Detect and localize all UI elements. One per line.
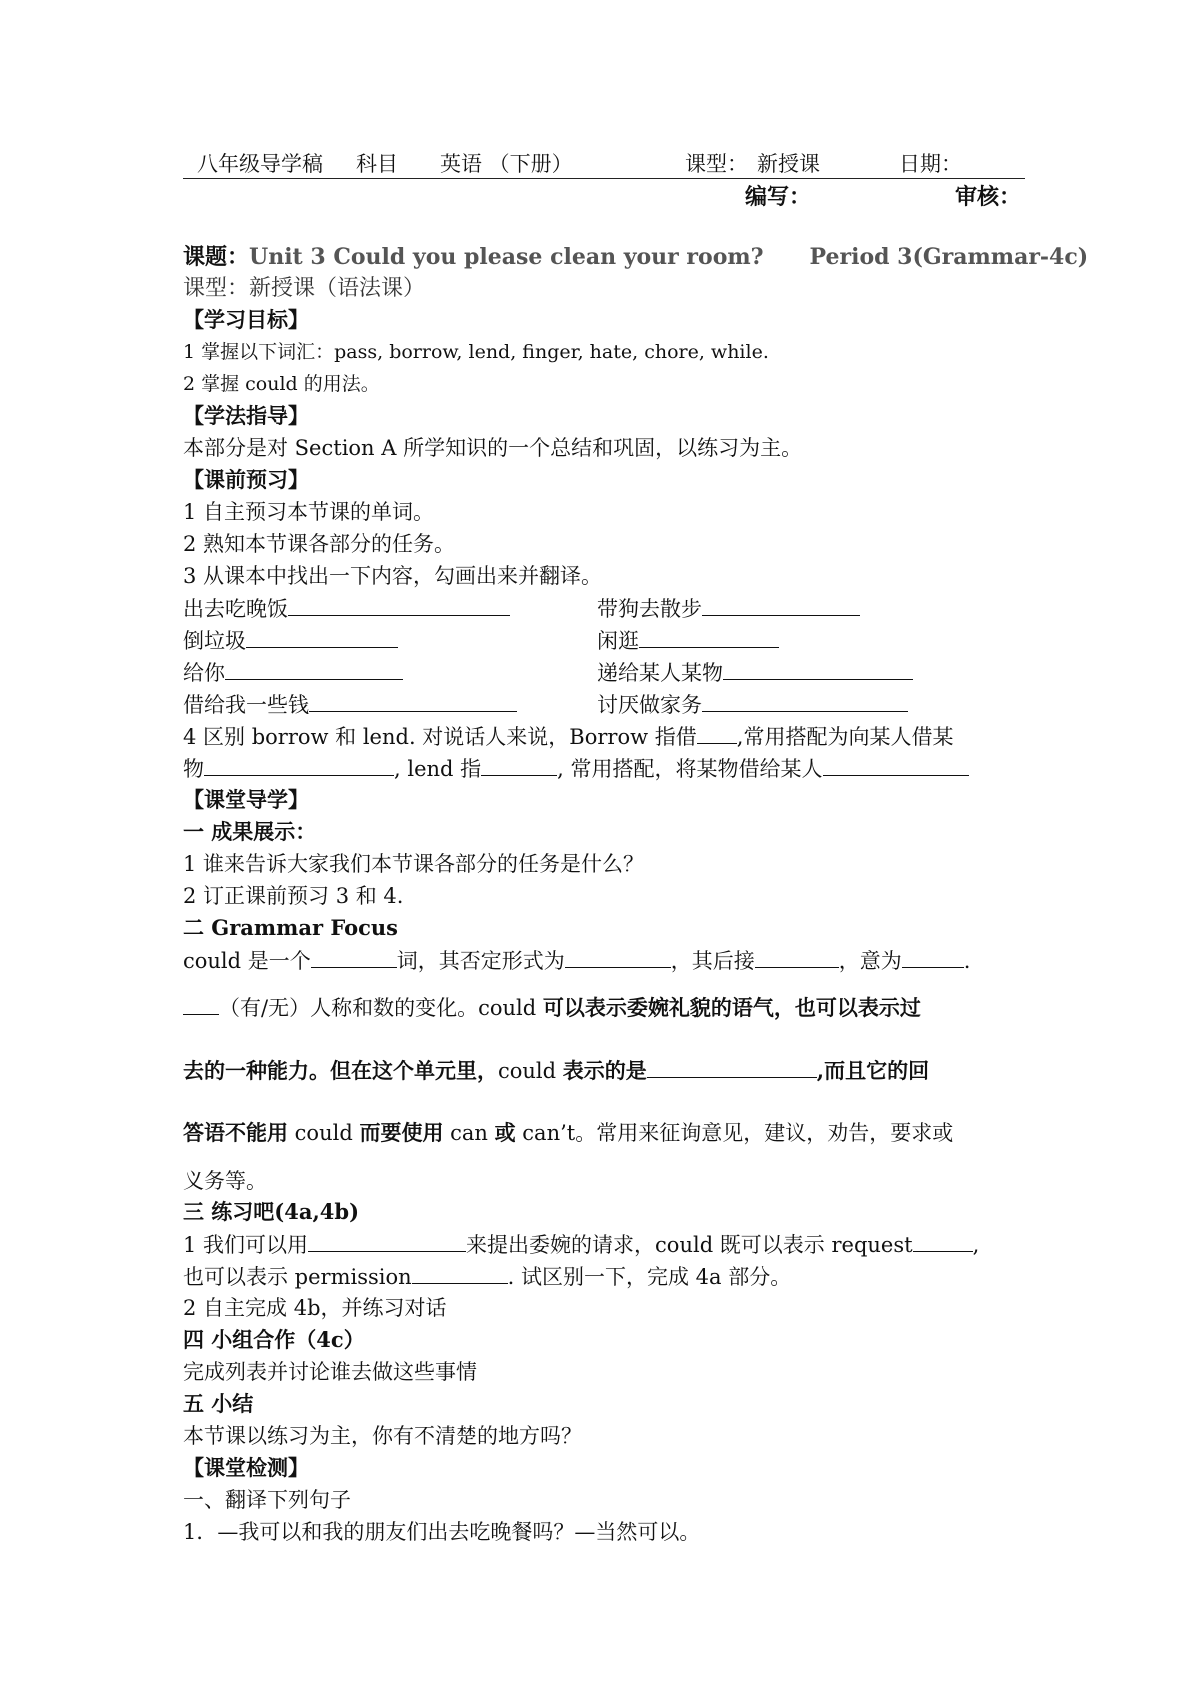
preview-item-4-line2 — [183, 753, 1025, 784]
answer-blank[interactable] — [311, 945, 397, 968]
sec3-text: , — [972, 1233, 980, 1257]
goal-item-1: 1 掌握以下词汇：pass, borrow, lend, finger, hate, chore, while. — [183, 341, 769, 363]
answer-blank[interactable] — [246, 625, 398, 648]
section-4-text: 完成列表并讨论谁去做这些事情 — [183, 1360, 477, 1384]
gf-text: 表示的是 — [562, 1058, 647, 1083]
grade-doc-label: 八年级导学稿 — [197, 152, 323, 176]
phrase-row — [597, 689, 908, 720]
answer-blank[interactable] — [308, 1229, 466, 1252]
subject-label: 科目 — [356, 152, 398, 176]
phrase-label: 出去吃晚饭 — [183, 597, 288, 621]
phrase-label: 带狗去散步 — [597, 597, 702, 621]
answer-blank[interactable] — [913, 1229, 973, 1252]
phrase-label: 给你 — [183, 661, 225, 685]
topic-period: Period 3(Grammar-4c) — [809, 244, 1089, 270]
reviewer-label: 审核： — [955, 184, 1022, 210]
goals-heading: 【学习目标】 — [183, 307, 309, 332]
item4-text: ,常用搭配为向某人借某 — [736, 725, 954, 749]
answer-blank[interactable] — [702, 689, 908, 712]
topic-unit: Unit 3 Could you please clean your room? — [249, 244, 764, 270]
grammar-focus-line2 — [183, 992, 1025, 1023]
test-item-1: 1．—我可以和我的朋友们出去吃晚餐吗？—当然可以。 — [183, 1520, 701, 1544]
answer-blank[interactable] — [823, 753, 969, 776]
answer-blank[interactable] — [647, 1055, 817, 1078]
answer-blank[interactable] — [412, 1261, 508, 1284]
section-3-item-1-line1 — [183, 1229, 1025, 1260]
answer-blank[interactable] — [902, 945, 964, 968]
item4-text: , 常用搭配，将某物借给某人 — [557, 757, 823, 781]
gf-text: 可以表示委婉礼貌的语气，也可以表示过 — [542, 995, 921, 1020]
sec3-text: 1 我们可以用 — [183, 1233, 309, 1257]
gf-text: ，意为 — [838, 949, 902, 973]
section-5-text: 本节课以练习为主，你有不清楚的地方吗？ — [183, 1424, 582, 1448]
method-heading: 【学法指导】 — [183, 403, 309, 428]
phrase-row — [597, 593, 860, 624]
section-5-title: 五 小结 — [183, 1391, 254, 1416]
phrase-row — [183, 593, 510, 624]
method-text: 本部分是对 Section A 所学知识的一个总结和巩固，以练习为主。 — [183, 436, 803, 460]
section-1-title: 一 成果展示： — [183, 819, 317, 844]
test-subheading: 一、翻译下列句子 — [183, 1488, 351, 1512]
answer-blank[interactable] — [702, 593, 860, 616]
gf-text: could 是一个 — [183, 949, 311, 973]
gf-text: 答语不能用 — [183, 1120, 288, 1145]
gf-text: can — [443, 1121, 495, 1145]
preview-item-4-line1 — [183, 721, 1025, 752]
section-3-item-1-line2 — [183, 1261, 1025, 1292]
phrase-row — [183, 657, 403, 688]
section-4-title: 四 小组合作（4c） — [183, 1327, 365, 1352]
grammar-focus-line1 — [183, 945, 1025, 976]
section-3-item-2: 2 自主完成 4b，并练习对话 — [183, 1296, 447, 1320]
phrase-label: 讨厌做家务 — [597, 693, 702, 717]
gf-text: can’t。常用来征询意见，建议，劝告，要求或 — [515, 1121, 954, 1145]
grammar-focus-line5: 义务等。 — [183, 1169, 267, 1193]
answer-blank[interactable] — [565, 945, 671, 968]
gf-text: could — [288, 1121, 360, 1145]
gf-text: 词，其否定形式为 — [396, 949, 565, 973]
grammar-focus-line3 — [183, 1055, 1025, 1086]
gf-text: （有/无）人称和数的变化。could — [219, 996, 543, 1020]
class-heading: 【课堂导学】 — [183, 787, 309, 812]
answer-blank[interactable] — [183, 992, 219, 1015]
date-label: 日期： — [899, 152, 962, 176]
gf-text: 或 — [494, 1120, 516, 1145]
phrase-row — [597, 657, 913, 688]
header-row — [183, 148, 1025, 179]
gf-text: ，其后接 — [670, 949, 755, 973]
sec3-text: . 试区别一下，完成 4a 部分。 — [507, 1265, 792, 1289]
lesson-type-value: 新授课 — [757, 152, 820, 176]
lesson-type-label: 课型： — [685, 152, 748, 176]
phrase-row — [597, 625, 779, 656]
gf-text: could — [498, 1059, 563, 1083]
answer-blank[interactable] — [639, 625, 779, 648]
answer-blank[interactable] — [723, 657, 913, 680]
section-2-title: 二 Grammar Focus — [183, 915, 398, 940]
answer-blank[interactable] — [755, 945, 839, 968]
phrase-label: 闲逛 — [597, 629, 639, 653]
lesson-type-line: 课型：新授课（语法课） — [183, 276, 426, 301]
answer-blank[interactable] — [288, 593, 510, 616]
section-1-item-2: 2 订正课前预习 3 和 4. — [183, 884, 404, 908]
section-1-item-1: 1 谁来告诉大家我们本节课各部分的任务是什么？ — [183, 852, 645, 876]
preview-item-2: 2 熟知本节课各部分的任务。 — [183, 532, 456, 556]
subject-value: 英语 （下册） — [440, 152, 573, 176]
phrase-row — [183, 625, 398, 656]
phrase-label: 倒垃圾 — [183, 629, 246, 653]
answer-blank[interactable] — [309, 689, 517, 712]
item4-text: 4 区别 borrow 和 lend. 对说话人来说，Borrow 指借 — [183, 725, 697, 749]
answer-blank[interactable] — [481, 753, 557, 776]
gf-text: . — [963, 949, 971, 973]
sec3-text: 也可以表示 permission — [183, 1265, 412, 1289]
topic-label: 课题： — [183, 244, 250, 270]
preview-item-3: 3 从课本中找出一下内容，勾画出来并翻译。 — [183, 564, 603, 588]
phrase-row — [183, 689, 517, 720]
preview-heading: 【课前预习】 — [183, 467, 309, 492]
item4-text: , lend 指 — [394, 757, 482, 781]
section-3-title: 三 练习吧(4a,4b) — [183, 1199, 360, 1224]
topic-line — [183, 242, 1088, 272]
author-label: 编写： — [745, 184, 812, 210]
gf-text: 去的一种能力。但在这个单元里， — [183, 1058, 498, 1083]
test-heading: 【课堂检测】 — [183, 1455, 309, 1480]
goal-item-2: 2 掌握 could 的用法。 — [183, 373, 380, 395]
item4-text: 物 — [183, 757, 204, 781]
preview-item-1: 1 自主预习本节课的单词。 — [183, 500, 435, 524]
answer-blank[interactable] — [697, 721, 737, 744]
gf-text: 而要使用 — [359, 1120, 444, 1145]
phrase-label: 递给某人某物 — [597, 661, 723, 685]
phrase-label: 借给我一些钱 — [183, 693, 309, 717]
sec3-text: 来提出委婉的请求，could 既可以表示 request — [466, 1233, 913, 1257]
gf-text: ,而且它的回 — [816, 1058, 930, 1083]
answer-blank[interactable] — [204, 753, 394, 776]
grammar-focus-line4 — [183, 1118, 1025, 1148]
answer-blank[interactable] — [225, 657, 403, 680]
author-row — [183, 180, 1025, 210]
